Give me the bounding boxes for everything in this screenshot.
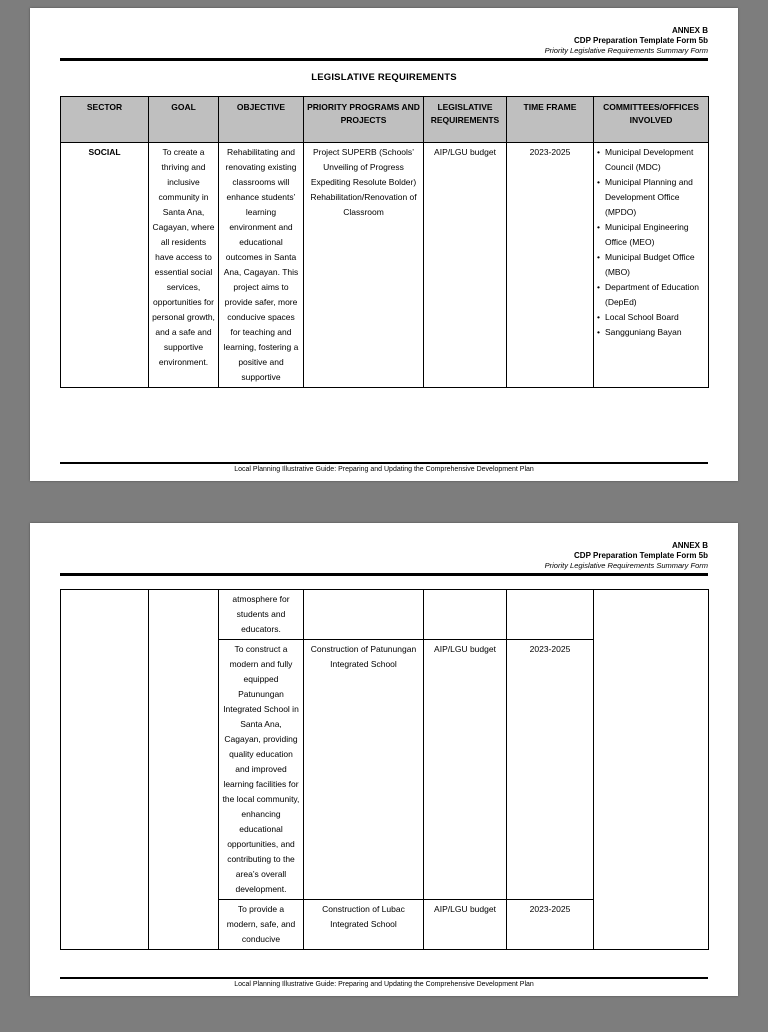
- list-item: • Department of Education (DepEd): [597, 280, 705, 310]
- committees-list: [597, 145, 705, 340]
- objective-cell: To provide a modern, safe, and conducive: [219, 899, 304, 949]
- column-header-goal: GOAL: [149, 96, 219, 142]
- column-header-timeframe: TIME FRAME: [507, 96, 594, 142]
- document-page-2: [30, 523, 738, 996]
- footer-divider: [60, 977, 708, 980]
- timeframe-cell: [507, 589, 594, 639]
- legislative-requirements-table-continued: [60, 589, 709, 950]
- page-footer: [60, 977, 708, 989]
- timeframe-cell: 2023-2025: [507, 899, 594, 949]
- bullet-icon: •: [597, 281, 600, 292]
- form-label: CDP Preparation Template Form 5b: [574, 36, 708, 45]
- sector-cell-empty: [61, 589, 149, 949]
- programs-cell: Project SUPERB (Schools’ Unveiling of Progress Expediting Resolute Bolder) Rehabilitation/Renovation of Classroom: [304, 142, 424, 387]
- legislative-requirements-table: [60, 96, 709, 388]
- list-item: • Municipal Budget Office (MBO): [597, 250, 705, 280]
- bullet-icon: •: [597, 146, 600, 157]
- bullet-icon: •: [597, 221, 600, 232]
- programs-cell: Construction of Patunungan Integrated School: [304, 639, 424, 899]
- list-item: • Municipal Development Council (MDC): [597, 145, 705, 175]
- document-page-1: [30, 8, 738, 481]
- doc-header: [60, 541, 708, 570]
- column-header-sector: SECTOR: [61, 96, 149, 142]
- objective-cell: Rehabilitating and renovating existing classrooms will enhance students’ learning environment and educational outcomes in Santa Ana, Cagayan. This project aims to provide safer, more conducive spaces for teaching and learning, fostering a positive and supportive: [219, 142, 304, 387]
- bullet-icon: •: [597, 311, 600, 322]
- footer-text: Local Planning Illustrative Guide: Preparing and Updating the Comprehensive Development Plan: [234, 981, 534, 988]
- programs-cell: Construction of Lubac Integrated School: [304, 899, 424, 949]
- page-title: LEGISLATIVE REQUIREMENTS: [311, 71, 457, 83]
- timeframe-cell: 2023-2025: [507, 639, 594, 899]
- list-item: • Sangguniang Bayan: [597, 325, 705, 340]
- legislative-cell: AIP/LGU budget: [424, 899, 507, 949]
- form-subtitle: Priority Legislative Requirements Summary Form: [544, 46, 708, 55]
- table-header-row: [61, 96, 709, 142]
- legislative-cell: AIP/LGU budget: [424, 639, 507, 899]
- column-header-programs: PRIORITY PROGRAMS AND PROJECTS: [304, 96, 424, 142]
- goal-cell: To create a thriving and inclusive community in Santa Ana, Cagayan, where all residents have access to essential social services, opportunities for personal growth, and a safe and supportive environment.: [149, 142, 219, 387]
- legislative-cell: AIP/LGU budget: [424, 142, 507, 387]
- column-header-committees: COMMITTEES/OFFICES INVOLVED: [594, 96, 709, 142]
- header-divider: [60, 58, 708, 61]
- table-row: [61, 589, 709, 639]
- goal-cell-empty: [149, 589, 219, 949]
- doc-header: [60, 26, 708, 55]
- programs-cell: [304, 589, 424, 639]
- list-item: • Municipal Engineering Office (MEO): [597, 220, 705, 250]
- annex-label: ANNEX B: [671, 26, 708, 35]
- footer-text: Local Planning Illustrative Guide: Preparing and Updating the Comprehensive Development Plan: [234, 466, 534, 473]
- committees-cell-empty: [594, 589, 709, 949]
- list-item: • Local School Board: [597, 310, 705, 325]
- column-header-legislative: LEGISLATIVE REQUIREMENTS: [424, 96, 507, 142]
- table-row: [61, 142, 709, 387]
- footer-divider: [60, 462, 708, 465]
- objective-cell: To construct a modern and fully equipped Patunungan Integrated School in Santa Ana, Cagayan, providing quality education and improved learning facilities for the local community, enhancing educational opportunities, and contributing to the area’s overall development.: [219, 639, 304, 899]
- list-item: • Municipal Planning and Development Office (MPDO): [597, 175, 705, 220]
- page-footer: [60, 462, 708, 474]
- bullet-icon: •: [597, 251, 600, 262]
- legislative-cell: [424, 589, 507, 639]
- objective-cell: atmosphere for students and educators.: [219, 589, 304, 639]
- bullet-icon: •: [597, 326, 600, 337]
- sector-cell: SOCIAL: [61, 142, 149, 387]
- form-label: CDP Preparation Template Form 5b: [574, 551, 708, 560]
- bullet-icon: •: [597, 176, 600, 187]
- committees-cell: [594, 142, 709, 387]
- timeframe-cell: 2023-2025: [507, 142, 594, 387]
- column-header-objective: OBJECTIVE: [219, 96, 304, 142]
- form-subtitle: Priority Legislative Requirements Summary Form: [544, 561, 708, 570]
- annex-label: ANNEX B: [671, 541, 708, 550]
- header-divider: [60, 573, 708, 576]
